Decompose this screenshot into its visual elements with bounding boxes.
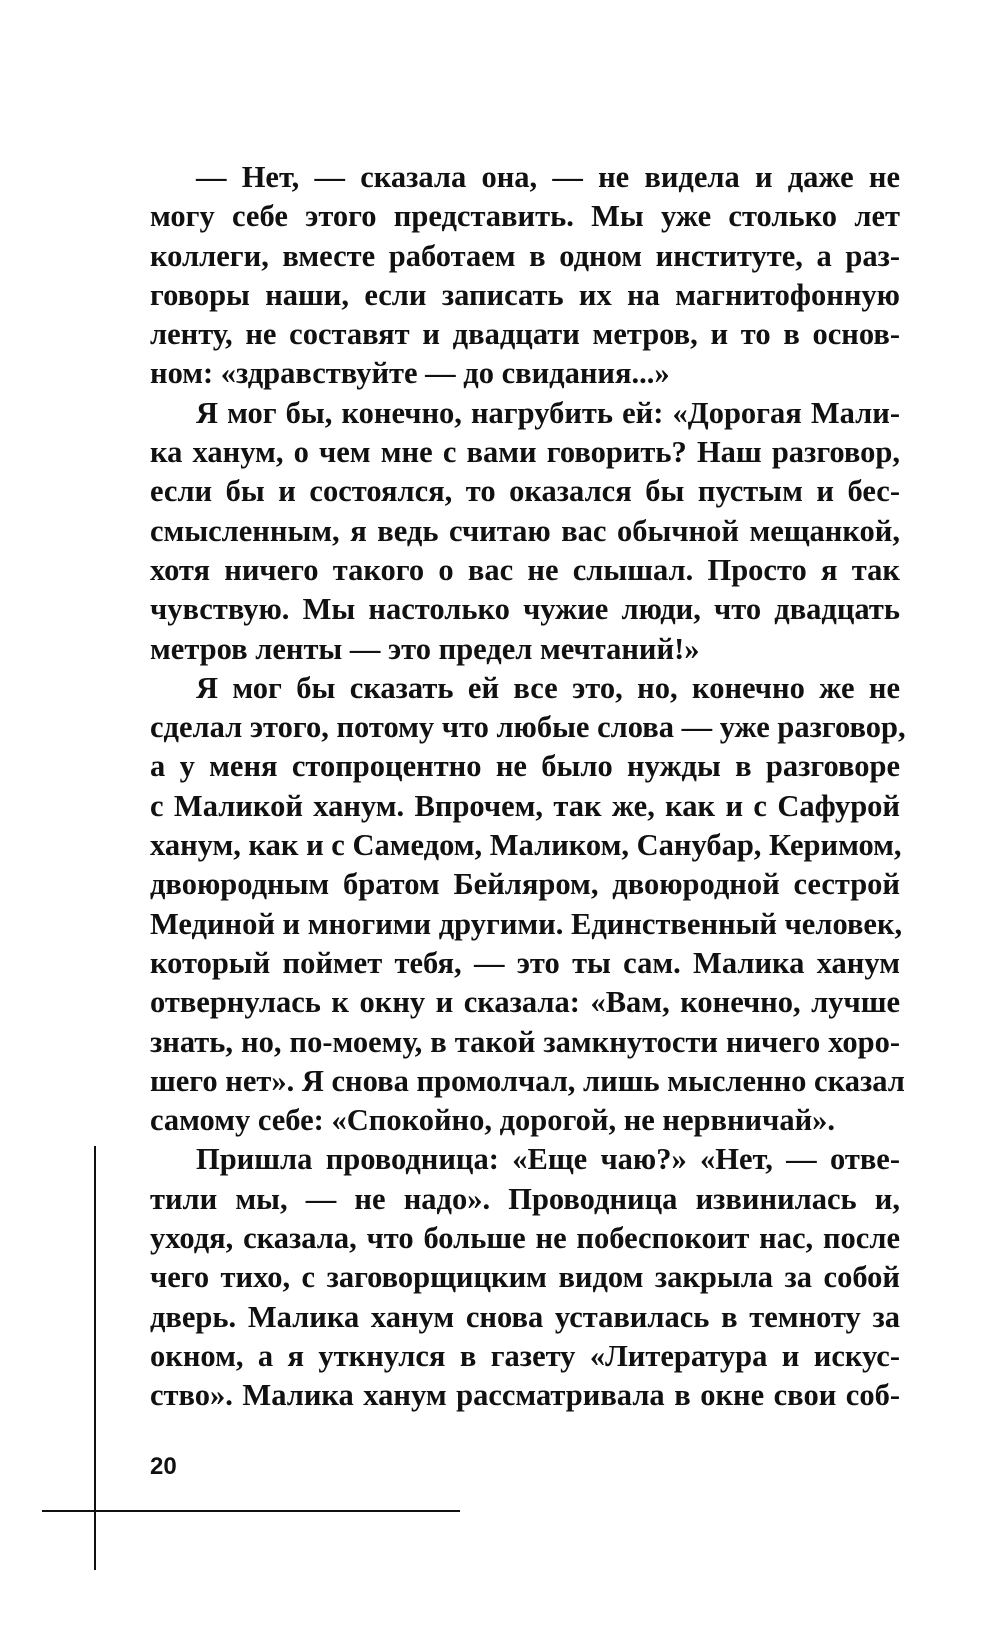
text-line: ном: «здравствуйте — до свидания...» bbox=[150, 356, 670, 391]
text-line: Я мог бы сказать ей все это, но, конечно же не bbox=[196, 670, 900, 705]
text-line: хотя ничего такого о вас не слышал. Просто я так bbox=[150, 552, 900, 587]
text-line: чего тихо, с заговорщицким видом закрыла за собой bbox=[150, 1260, 900, 1295]
page-number: 20 bbox=[150, 1453, 177, 1480]
text-line: отвернулась к окну и сказала: «Вам, конечно, лучше bbox=[150, 985, 900, 1020]
text-line: чувствую. Мы настолько чужие люди, что двадцать bbox=[150, 592, 900, 627]
text-line: окном, а я уткнулся в газету «Литература и искус- bbox=[150, 1338, 900, 1373]
paragraph bbox=[150, 394, 900, 669]
text-line: самому себе: «Спокойно, дорогой, не нервничай». bbox=[150, 1103, 836, 1138]
text-line: тили мы, — не надо». Проводница извинилась и, bbox=[150, 1181, 900, 1216]
text-line: шего нет». Я снова промолчал, лишь мысленно сказал bbox=[150, 1063, 905, 1098]
text-line: — Нет, — сказала она, — не видела и даже не bbox=[196, 160, 900, 194]
text-line: говоры наши, если записать их на магнитофонную bbox=[150, 277, 900, 312]
text-line: с Маликой ханум. Впрочем, так же, как и с Сафурой bbox=[150, 788, 900, 823]
text-line: сделал этого, потому что любые слова — уже разговор, bbox=[150, 710, 906, 745]
text-line: если бы и состоялся, то оказался бы пустым и бес- bbox=[150, 474, 900, 509]
text-line: ленту, не составят и двадцати метров, и то в основ- bbox=[150, 317, 900, 352]
text-line: смысленным, я ведь считаю вас обычной мещанкой, bbox=[150, 513, 900, 548]
text-line: знать, но, по-моему, в такой замкнутости ничего хоро- bbox=[150, 1024, 900, 1059]
text-line: двоюродным братом Бейляром, двоюродной сестрой bbox=[150, 867, 900, 902]
text-line: дверь. Малика ханум снова уставилась в темноту за bbox=[150, 1299, 900, 1334]
text-line: Пришла проводница: «Еще чаю?» «Нет, — отве- bbox=[196, 1142, 900, 1177]
crop-mark-horizontal bbox=[42, 1510, 460, 1512]
paragraph bbox=[150, 669, 906, 1141]
text-line: ка ханум, о чем мне с вами говорить? Наш разговор, bbox=[150, 435, 900, 470]
text-line: который поймет тебя, — это ты сам. Малика ханум bbox=[150, 945, 900, 980]
text-line: метров ленты — это предел мечтаний!» bbox=[150, 631, 700, 666]
text-line: Мединой и многими другими. Единственный человек, bbox=[150, 906, 903, 941]
text-line: коллеги, вместе работаем в одном институте, а раз- bbox=[150, 238, 900, 273]
text-line: Я мог бы, конечно, нагрубить ей: «Дорогая Мали- bbox=[196, 395, 900, 430]
body-text bbox=[150, 158, 906, 1416]
paragraph bbox=[150, 158, 900, 394]
paragraph bbox=[150, 1140, 900, 1415]
text-line: могу себе этого представить. Мы уже столько лет bbox=[150, 199, 900, 234]
text-line: ство». Малика ханум рассматривала в окне свои соб- bbox=[150, 1378, 900, 1413]
crop-mark-vertical bbox=[94, 1146, 96, 1570]
text-line: а у меня стопроцентно не было нужды в разговоре bbox=[150, 749, 900, 784]
text-line: ханум, как и с Самедом, Маликом, Санубар, Керимом, bbox=[150, 828, 902, 863]
text-line: уходя, сказала, что больше не побеспокоит нас, после bbox=[150, 1221, 900, 1256]
